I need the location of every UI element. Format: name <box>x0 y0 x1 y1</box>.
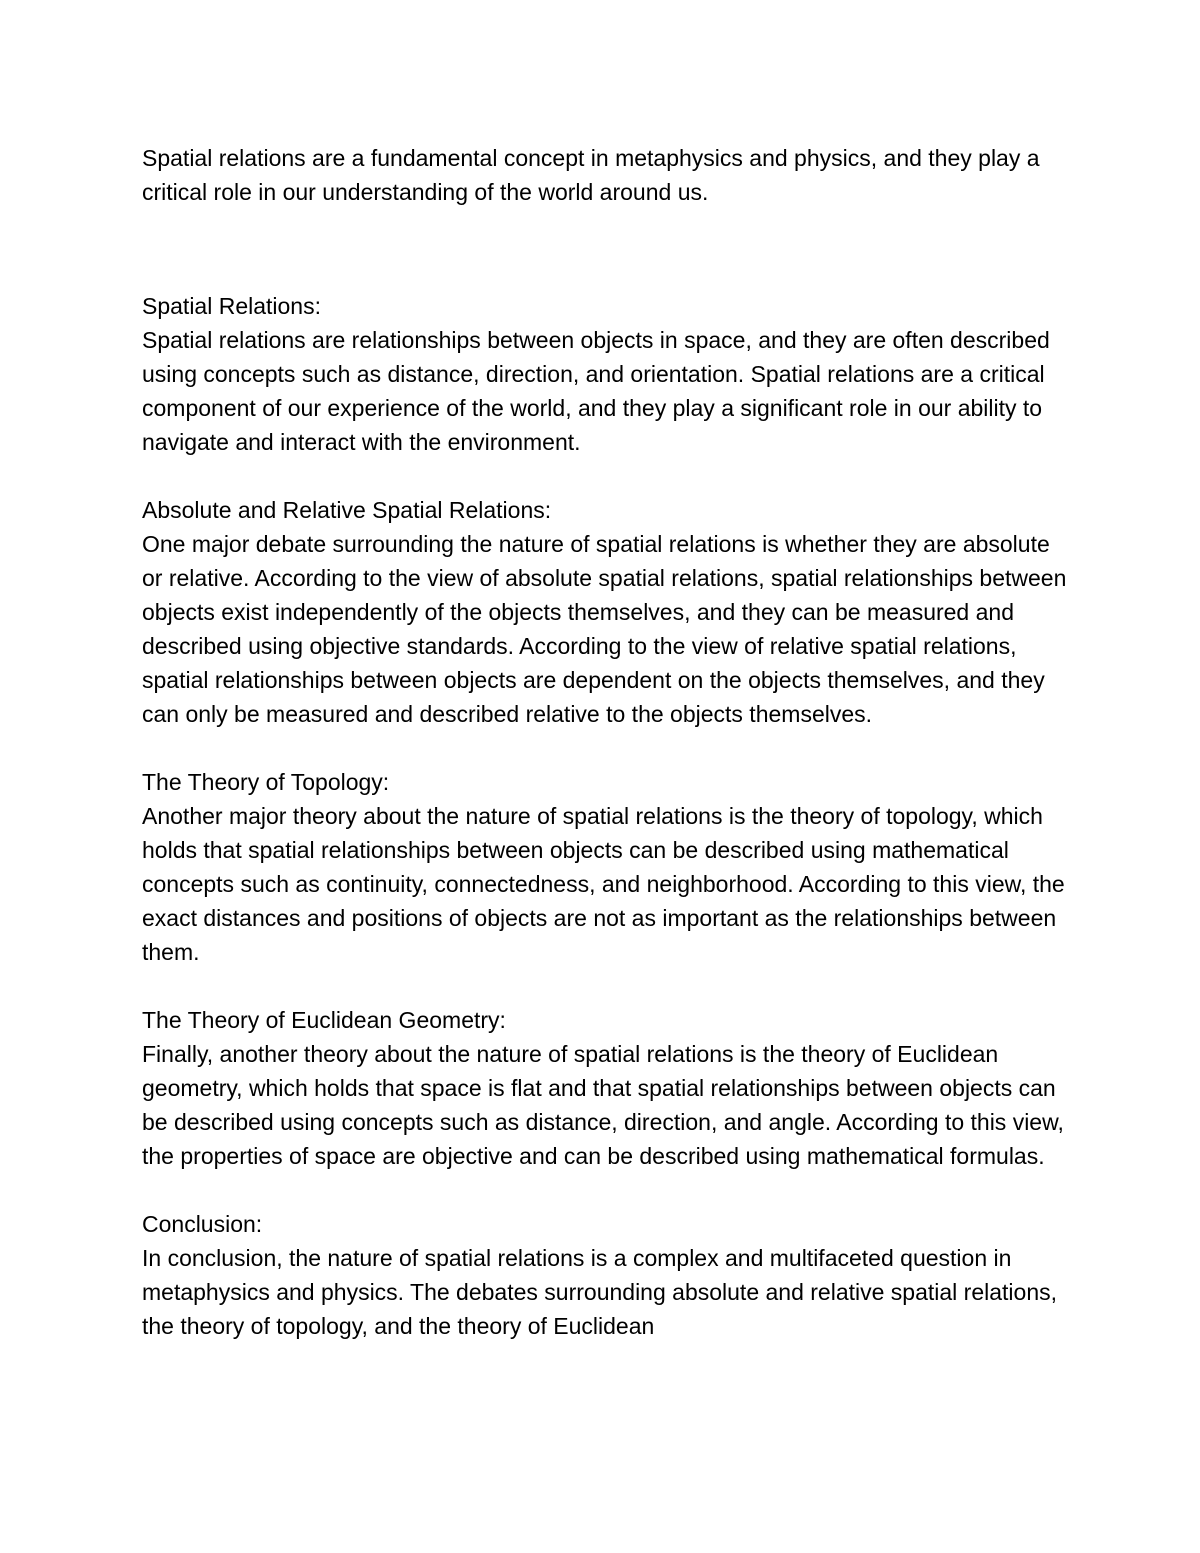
section-paragraph: Another major theory about the nature of spatial relations is the theory of topology, which holds that spatial relationships between objects can be described using mathematical concepts such as continuity, connectedness, and neighborhood. According to this view, the exact distances and positions of objects are not as important as the relationships between them. <box>142 803 1065 965</box>
section-heading: The Theory of Euclidean Geometry: <box>142 1007 506 1033</box>
section-heading: Conclusion: <box>142 1211 263 1237</box>
section-paragraph: Finally, another theory about the nature of spatial relations is the theory of Euclidean geometry, which holds that space is flat and that spatial relationships between objects can be described using concepts such as distance, direction, and angle. According to this view, the properties of space are objective and can be described using mathematical formulas. <box>142 1041 1064 1169</box>
section-paragraph: In conclusion, the nature of spatial relations is a complex and multifaceted question in metaphysics and physics. The debates surrounding absolute and relative spatial relations, the theory of topology, and the theory of Euclidean <box>142 1245 1058 1339</box>
section-spatial-relations <box>142 289 1072 459</box>
section-heading: Spatial Relations: <box>142 293 321 319</box>
section-absolute-relative <box>142 493 1072 731</box>
section-euclidean-geometry <box>142 1003 1072 1173</box>
section-heading: Absolute and Relative Spatial Relations: <box>142 497 552 523</box>
section-paragraph: Spatial relations are relationships between objects in space, and they are often described using concepts such as distance, direction, and orientation. Spatial relations are a critical component of our experience of the world, and they play a significant role in our ability to navigate and interact with the environment. <box>142 327 1050 455</box>
section-heading: The Theory of Topology: <box>142 769 390 795</box>
section-paragraph: One major debate surrounding the nature of spatial relations is whether they are absolute or relative. According to the view of absolute spatial relations, spatial relationships between objects exist independently of the objects themselves, and they can be measured and described using objective standards. According to the view of relative spatial relations, spatial relationships between objects are dependent on the objects themselves, and they can only be measured and described relative to the objects themselves. <box>142 531 1067 727</box>
section-conclusion <box>142 1207 1072 1343</box>
document-body <box>142 141 1072 1343</box>
intro-paragraph: Spatial relations are a fundamental concept in metaphysics and physics, and they play a critical role in our understanding of the world around us. <box>142 145 1040 205</box>
section-topology <box>142 765 1072 969</box>
